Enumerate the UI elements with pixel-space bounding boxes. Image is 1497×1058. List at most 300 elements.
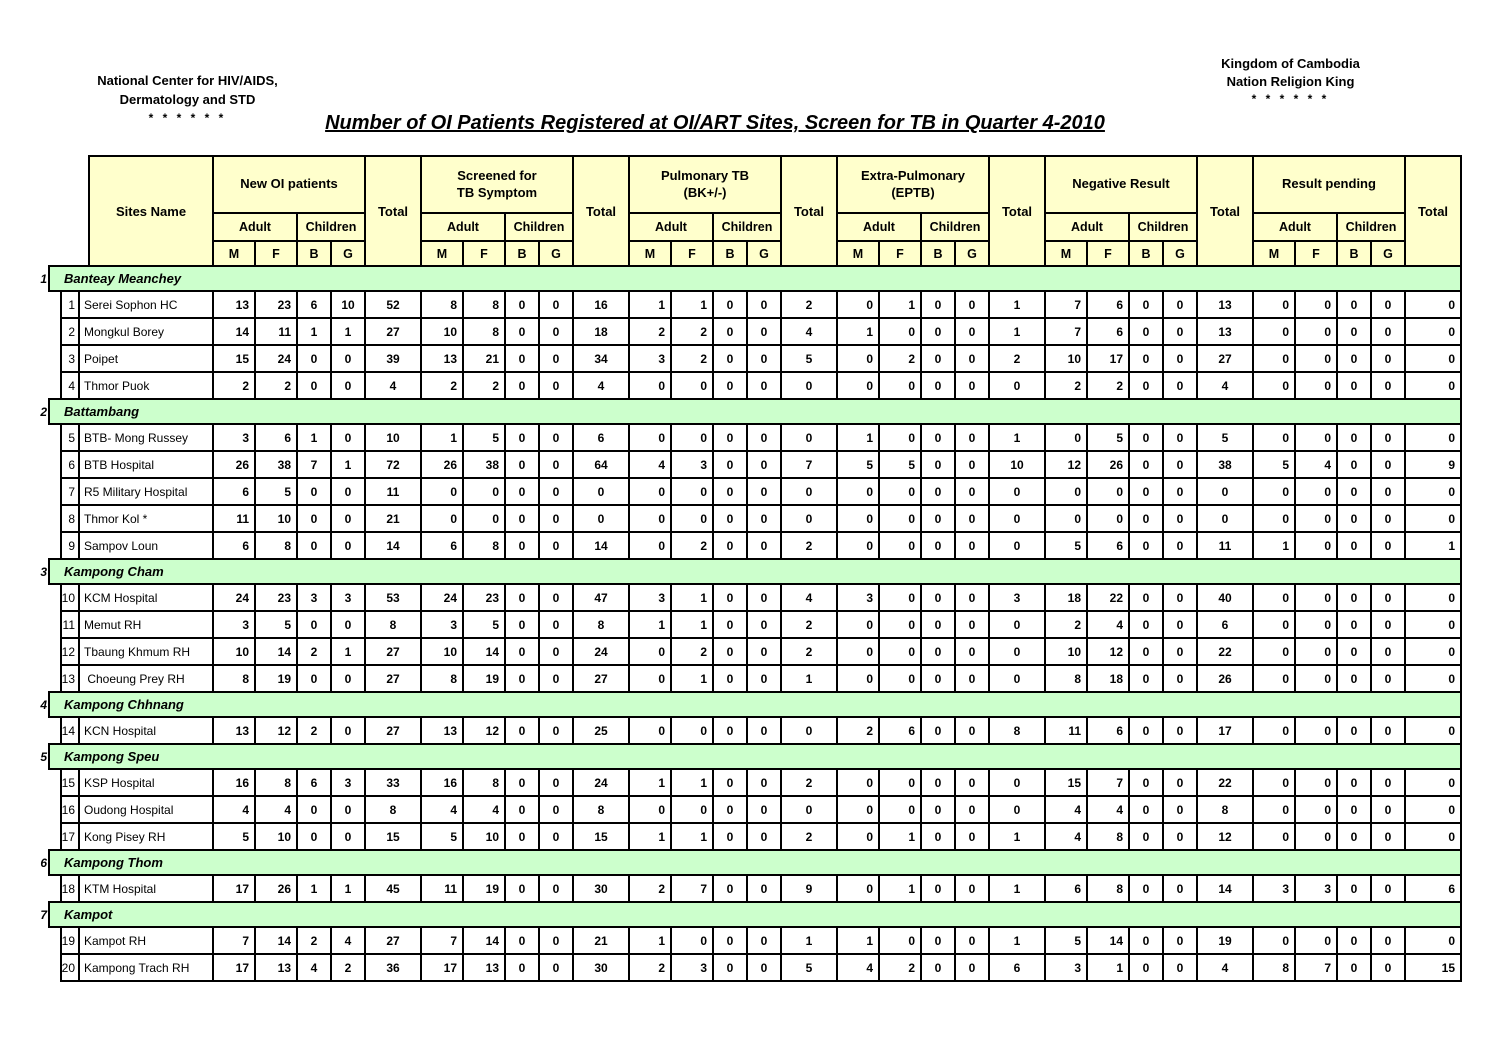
data-cell: 0 xyxy=(298,479,332,506)
data-cell: 0 xyxy=(838,533,880,560)
data-cell: 2 xyxy=(782,770,838,797)
data-cell: 0 xyxy=(1406,319,1462,346)
data-cell: 0 xyxy=(1254,824,1296,851)
site-number: 9 xyxy=(62,533,80,560)
province-name: Kampong Chhnang xyxy=(48,691,1462,718)
data-cell: 0 xyxy=(956,876,990,903)
data-cell: 0 xyxy=(1254,666,1296,693)
data-cell: 0 xyxy=(880,639,922,666)
data-cell: 1 xyxy=(332,319,366,346)
data-cell: 0 xyxy=(540,425,574,452)
data-cell: 2 xyxy=(298,639,332,666)
data-cell: 0 xyxy=(1130,928,1164,955)
data-cell: 0 xyxy=(1130,639,1164,666)
data-cell: 7 xyxy=(1088,770,1130,797)
subcolumn-header: F xyxy=(880,242,922,267)
data-cell: 0 xyxy=(1130,797,1164,824)
province-name: Kampong Speu xyxy=(48,743,1462,770)
subcolumn-header: M xyxy=(1046,242,1088,267)
site-name: R5 Military Hospital xyxy=(80,479,214,506)
data-cell: 0 xyxy=(1372,639,1406,666)
subcolumn-header: B xyxy=(1130,242,1164,267)
data-cell: 0 xyxy=(1296,585,1338,612)
data-cell: 1 xyxy=(332,639,366,666)
site-name: Kampot RH xyxy=(80,928,214,955)
data-cell: 0 xyxy=(1164,425,1198,452)
site-number: 18 xyxy=(62,876,80,903)
data-cell: 7 xyxy=(298,452,332,479)
data-cell: 14 xyxy=(256,928,298,955)
data-cell: 0 xyxy=(922,346,956,373)
data-cell: 0 xyxy=(838,506,880,533)
data-cell: 4 xyxy=(630,452,672,479)
data-cell: 0 xyxy=(714,876,748,903)
data-cell: 13 xyxy=(464,955,506,982)
data-cell: 5 xyxy=(422,824,464,851)
data-cell: 0 xyxy=(1296,666,1338,693)
data-cell: 0 xyxy=(990,770,1046,797)
subcolumn-header: B xyxy=(922,242,956,267)
data-cell: 0 xyxy=(956,928,990,955)
data-cell: 7 xyxy=(214,928,256,955)
data-cell: 0 xyxy=(956,639,990,666)
data-cell: 0 xyxy=(922,452,956,479)
data-cell: 1 xyxy=(298,319,332,346)
data-cell: 0 xyxy=(506,824,540,851)
data-cell: 0 xyxy=(748,533,782,560)
data-cell: 2 xyxy=(782,824,838,851)
data-cell: 0 xyxy=(332,666,366,693)
data-cell: 15 xyxy=(1046,770,1088,797)
data-cell: 1 xyxy=(990,876,1046,903)
data-cell: 8 xyxy=(1046,666,1088,693)
data-cell: 0 xyxy=(714,666,748,693)
data-cell: 6 xyxy=(214,533,256,560)
data-cell: 26 xyxy=(1088,452,1130,479)
data-cell: 0 xyxy=(1254,506,1296,533)
data-cell: 24 xyxy=(574,639,630,666)
data-cell: 0 xyxy=(1406,506,1462,533)
data-cell: 4 xyxy=(256,797,298,824)
data-cell: 0 xyxy=(956,585,990,612)
data-cell: 0 xyxy=(1338,797,1372,824)
data-cell: 17 xyxy=(214,876,256,903)
site-number: 3 xyxy=(62,346,80,373)
data-cell: 15 xyxy=(366,824,422,851)
data-cell: 6 xyxy=(574,425,630,452)
page-title: Number of OI Patients Registered at OI/ART Sites, Screen for TB in Quarter 4-2010 xyxy=(325,112,1105,134)
data-cell: 0 xyxy=(1164,373,1198,400)
sites-name-header: Sites Name xyxy=(90,157,214,267)
data-cell: 52 xyxy=(366,292,422,319)
data-cell: 47 xyxy=(574,585,630,612)
data-cell: 0 xyxy=(506,346,540,373)
data-cell: 0 xyxy=(1406,824,1462,851)
data-cell: 0 xyxy=(540,319,574,346)
data-cell: 0 xyxy=(922,718,956,745)
adult-header: Adult xyxy=(214,214,298,242)
data-cell: 0 xyxy=(298,797,332,824)
site-row xyxy=(60,479,1462,506)
data-cell: 0 xyxy=(922,533,956,560)
data-cell: 0 xyxy=(332,346,366,373)
total-header: Total xyxy=(1198,157,1254,267)
site-row xyxy=(60,928,1462,955)
data-cell: 0 xyxy=(956,319,990,346)
data-cell: 0 xyxy=(880,666,922,693)
subcolumn-header: B xyxy=(506,242,540,267)
data-cell: 0 xyxy=(956,955,990,982)
data-cell: 0 xyxy=(1406,585,1462,612)
data-cell: 26 xyxy=(256,876,298,903)
children-header: Children xyxy=(506,214,574,242)
data-cell: 0 xyxy=(838,876,880,903)
site-number: 11 xyxy=(62,612,80,639)
children-header: Children xyxy=(1338,214,1406,242)
data-cell: 2 xyxy=(298,718,332,745)
site-row xyxy=(60,319,1462,346)
data-cell: 0 xyxy=(540,292,574,319)
data-cell: 7 xyxy=(1046,292,1088,319)
data-cell: 4 xyxy=(838,955,880,982)
data-cell: 0 xyxy=(1130,292,1164,319)
data-cell: 40 xyxy=(1198,585,1254,612)
data-cell: 0 xyxy=(748,373,782,400)
data-cell: 38 xyxy=(464,452,506,479)
data-cell: 9 xyxy=(782,876,838,903)
province-row xyxy=(36,743,1462,770)
data-cell: 0 xyxy=(1130,955,1164,982)
data-cell: 0 xyxy=(1406,666,1462,693)
data-cell: 12 xyxy=(1088,639,1130,666)
site-name: Thmor Puok xyxy=(80,373,214,400)
data-cell: 2 xyxy=(1046,612,1088,639)
data-cell: 0 xyxy=(1372,506,1406,533)
data-cell: 6 xyxy=(1088,718,1130,745)
data-cell: 6 xyxy=(990,955,1046,982)
data-cell: 0 xyxy=(1338,955,1372,982)
data-cell: 0 xyxy=(1406,479,1462,506)
data-cell: 0 xyxy=(714,797,748,824)
data-cell: 0 xyxy=(748,639,782,666)
data-cell: 4 xyxy=(1046,797,1088,824)
data-cell: 18 xyxy=(574,319,630,346)
data-cell: 1 xyxy=(332,876,366,903)
data-cell: 14 xyxy=(464,928,506,955)
data-cell: 0 xyxy=(748,876,782,903)
data-cell: 10 xyxy=(256,506,298,533)
data-cell: 5 xyxy=(1254,452,1296,479)
subcolumn-header: F xyxy=(1088,242,1130,267)
data-cell: 0 xyxy=(672,718,714,745)
data-cell: 2 xyxy=(214,373,256,400)
data-cell: 0 xyxy=(1164,585,1198,612)
data-cell: 0 xyxy=(922,797,956,824)
data-cell: 8 xyxy=(464,292,506,319)
kingdom-stars: * * * * * * xyxy=(1251,92,1330,107)
data-cell: 0 xyxy=(1254,479,1296,506)
site-number: 15 xyxy=(62,770,80,797)
site-number: 19 xyxy=(62,928,80,955)
data-cell: 0 xyxy=(714,346,748,373)
data-cell: 0 xyxy=(714,479,748,506)
data-cell: 0 xyxy=(1130,824,1164,851)
data-cell: 5 xyxy=(256,479,298,506)
data-cell: 3 xyxy=(990,585,1046,612)
data-cell: 0 xyxy=(956,824,990,851)
data-cell: 0 xyxy=(1254,718,1296,745)
site-name: KTM Hospital xyxy=(80,876,214,903)
data-cell: 9 xyxy=(1406,452,1462,479)
data-cell: 0 xyxy=(1338,533,1372,560)
data-cell: 5 xyxy=(1198,425,1254,452)
data-cell: 2 xyxy=(630,876,672,903)
data-cell: 0 xyxy=(1254,425,1296,452)
data-cell: 0 xyxy=(1088,506,1130,533)
data-cell: 45 xyxy=(366,876,422,903)
data-cell: 0 xyxy=(506,479,540,506)
header-group xyxy=(422,157,574,267)
data-cell: 13 xyxy=(1198,319,1254,346)
data-cell: 25 xyxy=(574,718,630,745)
data-cell: 17 xyxy=(1088,346,1130,373)
data-cell: 4 xyxy=(574,373,630,400)
data-cell: 0 xyxy=(880,533,922,560)
data-cell: 24 xyxy=(214,585,256,612)
data-cell: 0 xyxy=(1164,639,1198,666)
data-cell: 0 xyxy=(1372,797,1406,824)
data-cell: 27 xyxy=(574,666,630,693)
data-cell: 0 xyxy=(838,797,880,824)
data-cell: 15 xyxy=(574,824,630,851)
header-group xyxy=(1046,157,1198,267)
data-cell: 10 xyxy=(214,639,256,666)
data-cell: 0 xyxy=(1372,319,1406,346)
data-cell: 1 xyxy=(298,425,332,452)
data-cell: 0 xyxy=(540,346,574,373)
data-cell: 6 xyxy=(1198,612,1254,639)
data-cell: 8 xyxy=(422,292,464,319)
data-cell: 4 xyxy=(1088,797,1130,824)
data-cell: 0 xyxy=(1254,928,1296,955)
data-cell: 0 xyxy=(1372,876,1406,903)
data-cell: 0 xyxy=(1296,346,1338,373)
data-cell: 0 xyxy=(422,506,464,533)
org-line2: Dermatology and STD xyxy=(119,91,256,107)
data-cell: 0 xyxy=(1130,373,1164,400)
total-header: Total xyxy=(990,157,1046,267)
data-cell: 19 xyxy=(464,666,506,693)
data-cell: 21 xyxy=(464,346,506,373)
data-cell: 0 xyxy=(956,425,990,452)
data-cell: 16 xyxy=(422,770,464,797)
data-cell: 2 xyxy=(1088,373,1130,400)
site-row xyxy=(60,666,1462,693)
data-cell: 0 xyxy=(298,824,332,851)
data-cell: 0 xyxy=(540,928,574,955)
data-cell: 0 xyxy=(1296,797,1338,824)
data-cell: 0 xyxy=(880,425,922,452)
adult-header: Adult xyxy=(838,214,922,242)
data-cell: 0 xyxy=(1130,770,1164,797)
data-cell: 0 xyxy=(1254,346,1296,373)
data-cell: 17 xyxy=(422,955,464,982)
data-cell: 0 xyxy=(956,797,990,824)
data-cell: 0 xyxy=(506,452,540,479)
data-cell: 1 xyxy=(1254,533,1296,560)
data-cell: 0 xyxy=(714,533,748,560)
site-row xyxy=(60,770,1462,797)
data-cell: 27 xyxy=(366,639,422,666)
data-cell: 0 xyxy=(956,533,990,560)
data-cell: 0 xyxy=(1372,452,1406,479)
data-cell: 27 xyxy=(366,319,422,346)
data-cell: 0 xyxy=(506,533,540,560)
data-cell: 5 xyxy=(782,346,838,373)
province-name: Battambang xyxy=(48,398,1462,425)
data-cell: 14 xyxy=(574,533,630,560)
province-number: 1 xyxy=(40,271,47,286)
data-cell: 2 xyxy=(782,292,838,319)
data-cell: 0 xyxy=(990,797,1046,824)
site-number: 2 xyxy=(62,319,80,346)
data-cell: 0 xyxy=(990,533,1046,560)
data-cell: 0 xyxy=(956,373,990,400)
data-cell: 2 xyxy=(672,319,714,346)
data-cell: 27 xyxy=(1198,346,1254,373)
data-cell: 8 xyxy=(464,319,506,346)
data-cell: 0 xyxy=(332,425,366,452)
data-cell: 0 xyxy=(1296,506,1338,533)
province-number: 6 xyxy=(40,855,47,870)
data-cell: 0 xyxy=(1296,319,1338,346)
data-cell: 12 xyxy=(256,718,298,745)
data-cell: 0 xyxy=(540,585,574,612)
header-group-title: Result pending xyxy=(1254,157,1406,214)
data-cell: 0 xyxy=(990,612,1046,639)
data-cell: 0 xyxy=(506,955,540,982)
site-number: 1 xyxy=(62,292,80,319)
data-cell: 23 xyxy=(256,585,298,612)
site-row xyxy=(60,876,1462,903)
data-cell: 30 xyxy=(574,876,630,903)
data-cell: 0 xyxy=(1296,770,1338,797)
data-cell: 8 xyxy=(214,666,256,693)
province-name: Kampong Cham xyxy=(48,558,1462,585)
data-cell: 0 xyxy=(1164,928,1198,955)
data-cell: 10 xyxy=(1046,346,1088,373)
data-cell: 1 xyxy=(782,666,838,693)
data-cell: 4 xyxy=(1198,373,1254,400)
data-cell: 10 xyxy=(422,319,464,346)
data-cell: 0 xyxy=(782,718,838,745)
data-cell: 0 xyxy=(838,612,880,639)
data-cell: 0 xyxy=(540,666,574,693)
site-row xyxy=(60,452,1462,479)
data-cell: 0 xyxy=(1046,479,1088,506)
children-header: Children xyxy=(922,214,990,242)
data-cell: 2 xyxy=(256,373,298,400)
data-cell: 0 xyxy=(1338,718,1372,745)
data-cell: 0 xyxy=(298,506,332,533)
site-name: Kampong Trach RH xyxy=(80,955,214,982)
data-cell: 11 xyxy=(1198,533,1254,560)
data-cell: 1 xyxy=(630,612,672,639)
data-cell: 11 xyxy=(1046,718,1088,745)
data-cell: 0 xyxy=(838,770,880,797)
data-cell: 7 xyxy=(672,876,714,903)
data-cell: 0 xyxy=(1406,639,1462,666)
data-cell: 0 xyxy=(1372,292,1406,319)
data-cell: 27 xyxy=(366,928,422,955)
site-number: 17 xyxy=(62,824,80,851)
data-cell: 1 xyxy=(672,292,714,319)
data-cell: 39 xyxy=(366,346,422,373)
data-cell: 18 xyxy=(1046,585,1088,612)
data-cell: 0 xyxy=(922,292,956,319)
data-cell: 14 xyxy=(464,639,506,666)
subcolumn-header: M xyxy=(838,242,880,267)
data-cell: 8 xyxy=(574,797,630,824)
data-cell: 16 xyxy=(574,292,630,319)
province-number: 5 xyxy=(40,749,47,764)
data-cell: 0 xyxy=(880,770,922,797)
data-cell: 3 xyxy=(422,612,464,639)
data-cell: 0 xyxy=(1130,533,1164,560)
header-groups xyxy=(214,157,1462,267)
table-header xyxy=(88,155,1462,267)
data-cell: 0 xyxy=(540,533,574,560)
data-cell: 4 xyxy=(1198,955,1254,982)
data-cell: 0 xyxy=(922,824,956,851)
site-row xyxy=(60,824,1462,851)
data-cell: 1 xyxy=(990,292,1046,319)
org-stars: * * * * * * xyxy=(148,110,227,125)
subcolumn-header: B xyxy=(714,242,748,267)
data-cell: 0 xyxy=(1296,533,1338,560)
data-cell: 1 xyxy=(672,824,714,851)
data-cell: 0 xyxy=(922,319,956,346)
data-cell: 0 xyxy=(506,928,540,955)
data-cell: 0 xyxy=(506,876,540,903)
data-cell: 2 xyxy=(990,346,1046,373)
data-cell: 0 xyxy=(748,479,782,506)
data-cell: 0 xyxy=(1406,346,1462,373)
province-number: 4 xyxy=(40,697,47,712)
data-cell: 5 xyxy=(464,612,506,639)
data-cell: 26 xyxy=(1198,666,1254,693)
data-cell: 0 xyxy=(922,876,956,903)
data-cell: 2 xyxy=(880,955,922,982)
data-cell: 26 xyxy=(214,452,256,479)
data-cell: 1 xyxy=(630,770,672,797)
data-cell: 8 xyxy=(1198,797,1254,824)
data-cell: 0 xyxy=(990,506,1046,533)
data-cell: 4 xyxy=(1088,612,1130,639)
data-cell: 0 xyxy=(748,718,782,745)
data-cell: 0 xyxy=(880,479,922,506)
data-cell: 6 xyxy=(880,718,922,745)
data-cell: 10 xyxy=(990,452,1046,479)
data-cell: 0 xyxy=(672,425,714,452)
subcolumn-header: G xyxy=(1372,242,1406,267)
data-cell: 0 xyxy=(922,928,956,955)
data-cell: 2 xyxy=(464,373,506,400)
data-cell: 0 xyxy=(1372,666,1406,693)
data-cell: 7 xyxy=(782,452,838,479)
site-row xyxy=(60,292,1462,319)
data-cell: 0 xyxy=(990,666,1046,693)
